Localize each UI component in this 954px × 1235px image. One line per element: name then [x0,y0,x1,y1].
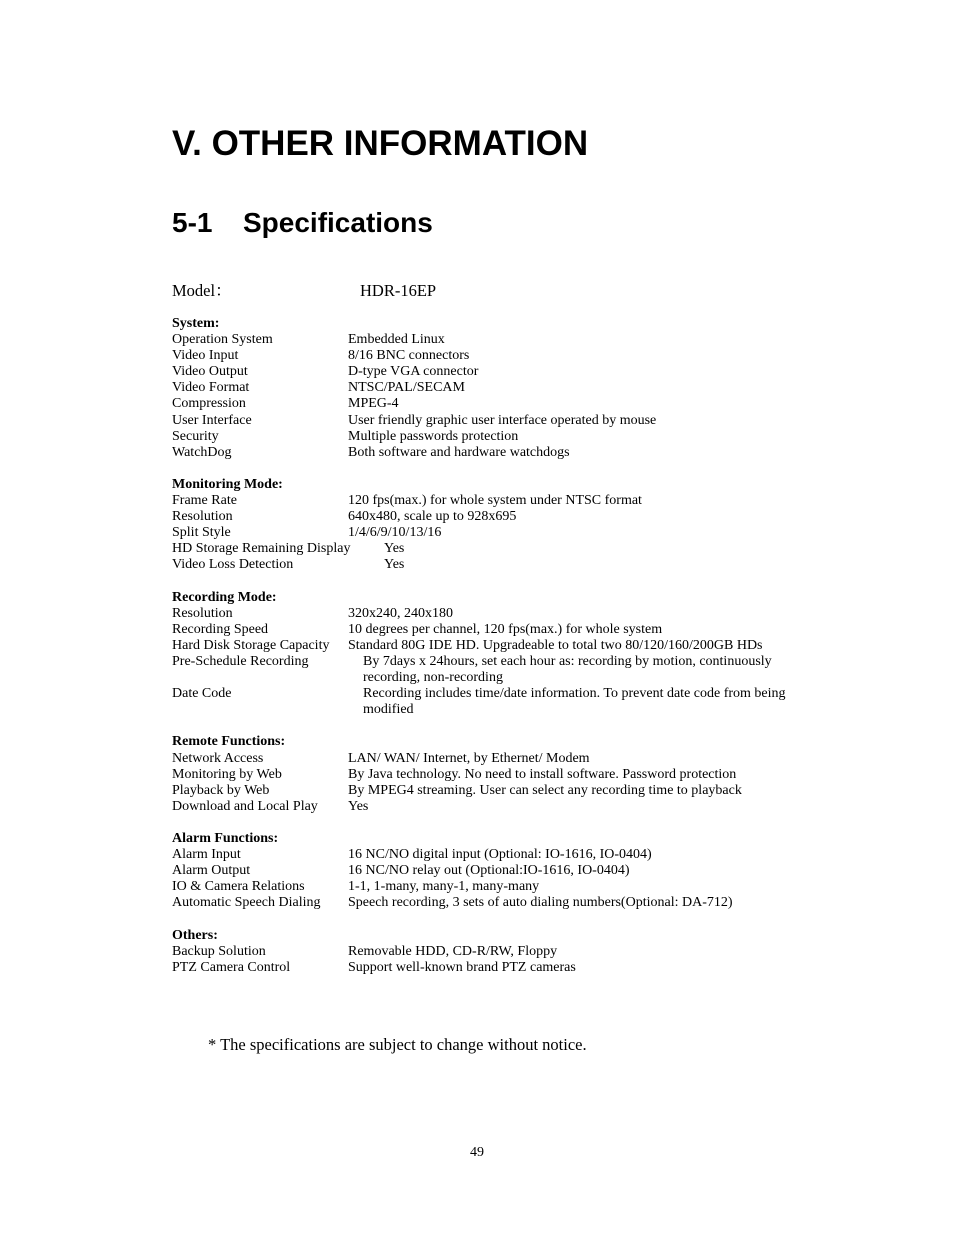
spec-label: Hard Disk Storage Capacity [172,637,330,653]
spec-label: Backup Solution [172,943,266,959]
spec-row [172,895,812,911]
spec-label: IO & Camera Relations [172,879,305,895]
spec-value: 16 NC/NO relay out (Optional:IO-1616, IO-0404) [348,863,630,879]
spec-value: 640x480, scale up to 928x695 [348,509,517,525]
spec-label: Resolution [172,605,233,621]
spec-value: Speech recording, 3 sets of auto dialing numbers(Optional: DA-712) [348,895,733,911]
spec-value: 8/16 BNC connectors [348,348,470,364]
spec-value: Embedded Linux [348,332,445,348]
spec-section-title: Others: [172,927,218,943]
spec-label: Alarm Output [172,863,251,879]
spec-label: User Interface [172,412,252,428]
spec-label: Playback by Web [172,782,270,798]
spec-section-remote-functions [172,734,812,814]
spec-section-title: Recording Mode: [172,589,277,605]
spec-section-monitoring-mode [172,477,812,574]
spec-row [172,380,812,396]
spec-value: By MPEG4 streaming. User can select any recording time to playback [348,782,742,798]
spec-label: Split Style [172,525,231,541]
spec-label: WatchDog [172,444,232,460]
spec-row [172,525,812,541]
spec-value: Multiple passwords protection [348,428,519,444]
spec-label: Video Output [172,364,248,380]
spec-value: Support well-known brand PTZ cameras [348,959,576,975]
model-value: HDR-16EP [360,281,437,300]
spec-label: Video Loss Detection [172,557,294,573]
footnote: * The specifications are subject to change without notice. [208,1035,587,1054]
spec-section-others [172,928,812,976]
spec-section-alarm-functions [172,831,812,911]
spec-value: User friendly graphic user interface operated by mouse [348,412,657,428]
spec-row [172,960,812,976]
spec-value: D-type VGA connector [348,364,479,380]
spec-value: 1-1, 1-many, many-1, many-many [348,879,540,895]
spec-label: Monitoring by Web [172,766,282,782]
spec-row [172,396,812,412]
spec-row [172,638,812,654]
spec-label: Download and Local Play [172,798,318,814]
spec-row [172,348,812,364]
spec-label: Pre-Schedule Recording [172,653,309,669]
spec-row [172,847,812,863]
spec-row [172,413,812,429]
spec-row [172,944,812,960]
spec-row [172,863,812,879]
spec-label: Network Access [172,750,264,766]
spec-label: Recording Speed [172,621,269,637]
spec-label: Video Input [172,348,239,364]
spec-value: Yes [348,798,369,814]
spec-label: Operation System [172,332,273,348]
section-number: 5-1 [172,207,213,238]
spec-row [172,429,812,445]
spec-value: 320x240, 240x180 [348,605,453,621]
spec-section-system [172,316,812,461]
spec-row [172,332,812,348]
spec-value: 10 degrees per channel, 120 fps(max.) for whole system [348,621,663,637]
spec-value: 16 NC/NO digital input (Optional: IO-1616, IO-0404) [348,847,652,863]
spec-value: Yes [384,541,405,557]
spec-row [172,767,812,783]
spec-row [172,879,812,895]
spec-value: By 7days x 24hours, set each hour as: recording by motion, continuously recording, non-recording [363,653,772,686]
spec-row [172,445,812,461]
spec-value: NTSC/PAL/SECAM [348,380,465,396]
spec-row [172,606,812,622]
chapter-heading: V. OTHER INFORMATION [172,124,589,163]
spec-label: Automatic Speech Dialing [172,895,321,911]
spec-section-recording-mode [172,590,812,719]
spec-row [172,541,812,557]
spec-value: 1/4/6/9/10/13/16 [348,525,442,541]
spec-label: Video Format [172,380,250,396]
spec-label: Security [172,428,219,444]
spec-section-title: Remote Functions: [172,734,286,750]
spec-value: Yes [384,557,405,573]
section-title: Specifications [243,207,433,238]
spec-value: LAN/ WAN/ Internet, by Ethernet/ Modem [348,750,590,766]
spec-row [172,509,812,525]
specifications-list [172,316,812,992]
spec-row [172,622,812,638]
spec-label: Frame Rate [172,493,237,509]
spec-label: PTZ Camera Control [172,959,291,975]
spec-label: Alarm Input [172,847,241,863]
spec-value: Recording includes time/date information. To prevent date code from being modified [363,686,786,718]
spec-row [172,686,812,718]
spec-section-title: Alarm Functions: [172,831,279,846]
spec-row [172,557,812,573]
model-line [172,280,437,302]
spec-value: MPEG-4 [348,396,399,412]
page-number: 49 [470,1145,484,1160]
spec-value: Both software and hardware watchdogs [348,444,570,460]
spec-row [172,783,812,799]
spec-label: Compression [172,396,246,412]
spec-row [172,751,812,767]
section-heading [172,204,433,242]
spec-label: HD Storage Remaining Display [172,541,351,557]
spec-value: By Java technology. No need to install software. Password protection [348,766,737,782]
model-label: Model： [172,281,232,300]
spec-section-title: Monitoring Mode: [172,476,283,492]
spec-value: Removable HDD, CD-R/RW, Floppy [348,943,558,959]
spec-value: Standard 80G IDE HD. Upgradeable to total two 80/120/160/200GB HDs [348,637,763,653]
spec-value: 120 fps(max.) for whole system under NTSC format [348,493,642,509]
spec-row [172,799,812,815]
spec-row [172,493,812,509]
spec-row [172,364,812,380]
spec-label: Resolution [172,509,233,525]
spec-section-title: System: [172,316,220,331]
spec-row [172,654,812,686]
spec-label: Date Code [172,686,232,702]
